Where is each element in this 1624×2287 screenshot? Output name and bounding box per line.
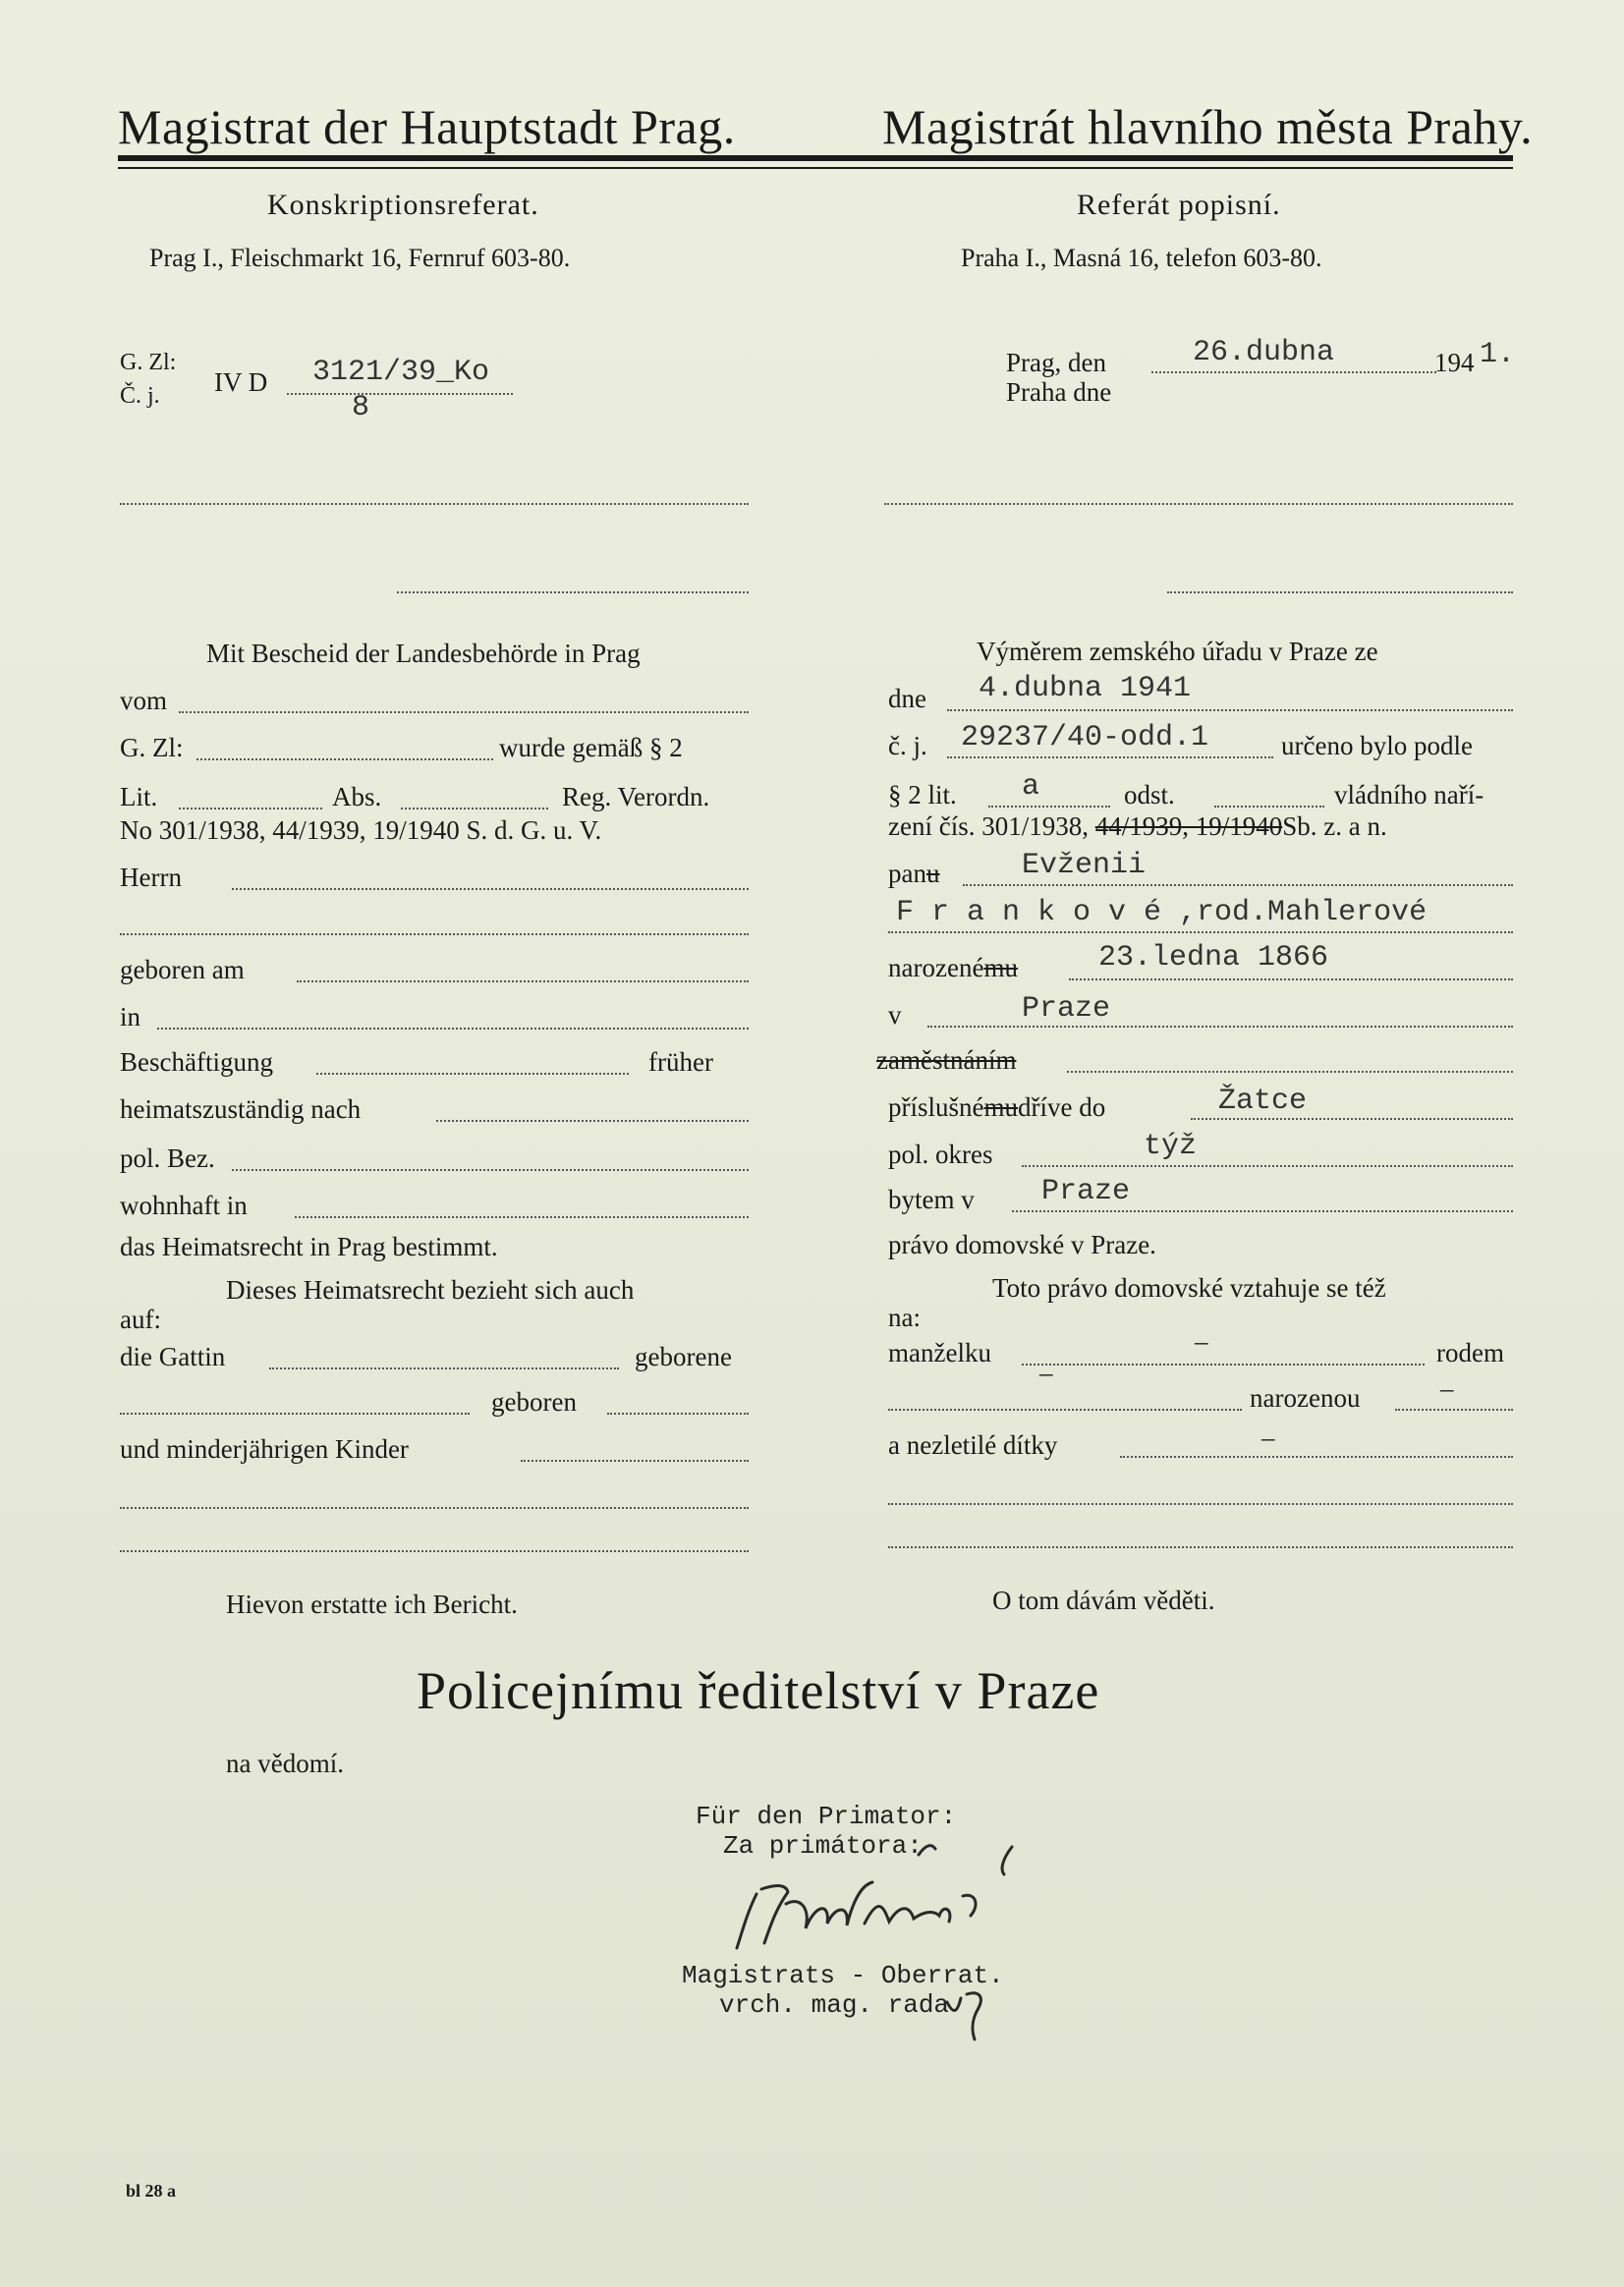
right-narozen-line — [1069, 978, 1513, 980]
right-surname-line — [888, 931, 1513, 933]
signature-oberrat: Magistrats - Oberrat. — [682, 1961, 1004, 1990]
right-dne-line — [947, 709, 1513, 711]
right-odst: odst. — [1124, 780, 1175, 809]
left-auf: auf: — [120, 1305, 161, 1334]
right-prislusne-line — [1191, 1118, 1513, 1120]
left-heimat: heimatszuständig nach — [120, 1094, 362, 1124]
right-odst-line — [1214, 806, 1324, 808]
right-panu-a: pan — [888, 859, 926, 888]
address-german: Prag I., Fleischmarkt 16, Fernruf 603-80. — [149, 244, 571, 272]
address-czech: Praha I., Masná 16, telefon 603-80. — [961, 244, 1322, 272]
right-narozenou-line — [1395, 1409, 1513, 1411]
left-heimat-line — [436, 1120, 749, 1122]
right-birth-date: 23.ledna 1866 — [1098, 941, 1329, 975]
right-bytem: bytem v — [888, 1185, 975, 1214]
title-german: Magistrat der Hauptstadt Prag. — [118, 99, 736, 154]
right-dne: dne — [888, 684, 926, 713]
recipient: Policejnímu ředitelství v Praze — [417, 1661, 1100, 1720]
left-gemass: wurde gemäß § 2 — [499, 733, 683, 762]
right-zeni — [888, 811, 1387, 842]
left-beschaftigung: Beschäftigung — [120, 1047, 273, 1077]
right-vztahuje: Toto právo domovské vztahuje se též — [992, 1273, 1386, 1303]
right-prislusne-b: mu — [983, 1092, 1019, 1122]
left-geboren-line-1 — [120, 1413, 470, 1415]
left-bezieht: Dieses Heimatsrecht bezieht sich auch — [226, 1275, 635, 1305]
department-german: Konskriptionsreferat. — [267, 189, 539, 221]
na-vedomi: na vědomí. — [226, 1749, 344, 1778]
left-wohnhaft-line — [295, 1216, 749, 1218]
right-pol-okres: pol. okres — [888, 1140, 993, 1169]
right-lit-line — [988, 806, 1110, 808]
left-beschaftigung-line — [316, 1073, 629, 1075]
signature-za: Za primátora: — [723, 1831, 923, 1861]
right-zeni-struck: 44/1939, 19/1940 — [1094, 811, 1283, 841]
right-ditky-line — [1120, 1456, 1513, 1458]
left-no: No 301/1938, 44/1939, 19/1940 S. d. G. u. V. — [120, 815, 602, 845]
right-ditky-line-2 — [888, 1503, 1513, 1505]
right-urceno: určeno bylo podle — [1281, 731, 1473, 760]
header-rule-thin — [118, 167, 1513, 169]
right-zeni-b: Sb. z. a n. — [1282, 811, 1387, 841]
left-abs-line — [401, 808, 548, 809]
left-lit: Lit. — [120, 782, 158, 811]
right-narozen-b: mu — [983, 953, 1018, 982]
left-pol-bez-line — [232, 1169, 749, 1171]
title-czech: Magistrát hlavního města Prahy. — [882, 99, 1534, 154]
right-prislusne — [888, 1092, 1105, 1123]
left-bericht: Hievon erstatte ich Bericht. — [226, 1590, 518, 1619]
right-ditky-line-3 — [888, 1546, 1513, 1548]
left-gzl-line — [196, 758, 493, 760]
left-fruher: früher — [648, 1047, 713, 1077]
left-bestimmt: das Heimatsrecht in Prag bestimmt. — [120, 1232, 498, 1261]
left-kinder: und minderjährigen Kinder — [120, 1434, 409, 1464]
handwritten-rada-mark — [943, 1984, 1002, 2043]
left-lit-line — [179, 808, 322, 809]
right-narozenou: narozenou — [1250, 1383, 1361, 1413]
right-ditky-dash: – — [1261, 1422, 1275, 1452]
right-bytem-value: Praze — [1041, 1175, 1131, 1208]
blank-line-left-2 — [397, 591, 749, 593]
left-in-line — [157, 1028, 749, 1030]
left-kinder-line — [521, 1460, 749, 1462]
right-intro: Výměrem zemského úřadu v Praze ze — [977, 637, 1378, 666]
right-lit: § 2 lit. — [888, 780, 957, 809]
date-label-german: Prag, den — [1006, 348, 1106, 377]
left-gattin-line — [269, 1367, 619, 1369]
right-first-name: Evženii — [1022, 849, 1147, 882]
left-geboren: geboren — [491, 1387, 577, 1417]
blank-line-right-1 — [884, 503, 1513, 505]
left-reg: Reg. Verordn. — [562, 782, 710, 811]
department-czech: Referát popisní. — [1077, 189, 1281, 221]
left-herrn-line — [232, 888, 749, 890]
right-rodem-dash: – — [1039, 1358, 1053, 1387]
signature-fur: Für den Primator: — [696, 1802, 957, 1831]
right-bytem-line — [1012, 1210, 1513, 1212]
right-surname: F r a n k o v é ,rod.Mahlerové — [896, 896, 1428, 929]
right-manzelku-dash: – — [1195, 1326, 1208, 1356]
left-gattin: die Gattin — [120, 1342, 226, 1371]
gzl-label: G. Zl: — [120, 350, 177, 375]
right-birth-place: Praze — [1022, 992, 1111, 1026]
right-prislusne-c: dříve do — [1018, 1092, 1106, 1122]
right-domicile: Žatce — [1218, 1085, 1308, 1118]
right-manzelku-line — [1022, 1364, 1425, 1366]
right-davam: O tom dávám věděti. — [992, 1586, 1215, 1615]
right-prislusne-a: příslušné — [888, 1092, 984, 1122]
left-geboren-am: geboren am — [120, 955, 245, 984]
left-geboren-am-line — [297, 980, 749, 982]
year-prefix: 194 — [1434, 348, 1475, 377]
reference-sub-number: 8 — [352, 391, 370, 424]
right-rodem-line — [888, 1409, 1242, 1411]
cj-label: Č. j. — [120, 383, 160, 409]
right-manzelku: manželku — [888, 1338, 991, 1367]
right-lit-value: a — [1022, 770, 1040, 804]
left-abs: Abs. — [332, 782, 382, 811]
right-ditky: a nezletilé dítky — [888, 1430, 1058, 1460]
left-geboren-line-2 — [607, 1413, 749, 1415]
right-v-line — [927, 1026, 1513, 1028]
header-rule-thick — [118, 155, 1513, 161]
left-wohnhaft: wohnhaft in — [120, 1191, 248, 1220]
right-panu — [888, 859, 939, 889]
right-panu-b: u — [925, 859, 940, 888]
right-cj: č. j. — [888, 731, 927, 760]
right-na: na: — [888, 1303, 921, 1332]
date-label-czech: Praha dne — [1006, 377, 1112, 407]
left-kinder-line-2 — [120, 1507, 749, 1509]
right-narozen — [888, 953, 1018, 983]
right-v: v — [888, 1000, 902, 1030]
date-value: 26.dubna — [1193, 336, 1335, 369]
right-zeni-a: zení čís. 301/1938, — [888, 811, 1089, 841]
left-vom: vom — [120, 686, 168, 715]
left-vom-line — [179, 711, 749, 713]
right-panu-line — [963, 884, 1513, 886]
year-suffix: 1. — [1480, 338, 1516, 371]
right-pol-okres-line — [1022, 1165, 1513, 1167]
right-okres-value: týž — [1144, 1130, 1198, 1163]
left-intro: Mit Bescheid der Landesbehörde in Prag — [206, 639, 641, 668]
right-narozen-a: narozené — [888, 953, 984, 982]
reference-prefix: IV D — [214, 367, 268, 397]
right-dne-value: 4.dubna 1941 — [979, 672, 1192, 705]
right-vladniho: vládního naří- — [1334, 780, 1484, 809]
right-zamestnanim: zaměstnáním — [876, 1045, 1017, 1075]
blank-line-left-1 — [120, 503, 749, 505]
right-cj-value: 29237/40-odd.1 — [961, 721, 1209, 754]
right-cj-line — [947, 756, 1273, 758]
signature-rada: vrch. mag. rada — [719, 1990, 950, 2020]
handwritten-signature — [717, 1835, 1032, 1963]
form-code: bl 28 a — [126, 2181, 177, 2201]
blank-line-right-2 — [1167, 591, 1513, 593]
right-zamestnanim-line — [1067, 1071, 1513, 1073]
left-in: in — [120, 1002, 141, 1032]
reference-number: 3121/39_Ko — [312, 356, 490, 389]
left-pol-bez: pol. Bez. — [120, 1144, 215, 1173]
left-herrn: Herrn — [120, 863, 182, 892]
reference-line — [287, 393, 513, 395]
left-gzl: G. Zl: — [120, 733, 184, 762]
right-pravo: právo domovské v Praze. — [888, 1230, 1156, 1259]
right-rodem: rodem — [1436, 1338, 1504, 1367]
left-kinder-line-3 — [120, 1550, 749, 1552]
left-herrn-line-2 — [120, 933, 749, 935]
date-line — [1151, 371, 1436, 373]
right-narozenou-dash: – — [1440, 1373, 1454, 1403]
left-geborene: geborene — [635, 1342, 732, 1371]
